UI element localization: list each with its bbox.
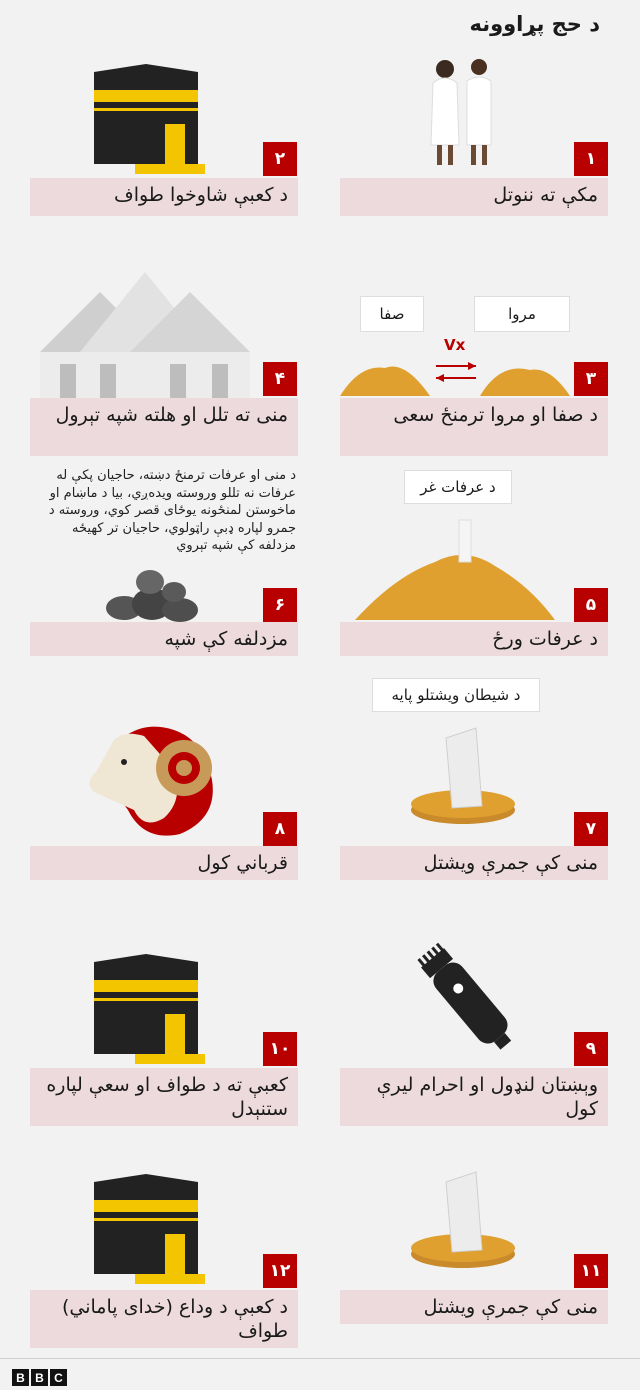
step-label-7: منی کې جمرې ویشتل [340,846,608,880]
pillar-icon [408,728,518,828]
step-number-8: ۸ [263,812,297,846]
step-label-3: د صفا او مروا ترمنځ سعی [340,398,608,456]
step-number-11: ۱۱ [574,1254,608,1288]
step-number-9: ۹ [574,1032,608,1066]
step-label-2: د کعبې شاوخوا طواف [30,178,298,216]
kaaba-icon [80,62,212,174]
step-label-5: د عرفات ورځ [340,622,608,656]
devil-pillar-callout: د شیطان ویشتلو پایه [372,678,540,712]
step-number-3: ۳ [574,362,608,396]
step-label-10: کعبې ته د طواف او سعې لپاره ستنېدل [30,1068,298,1126]
ram-icon [84,710,224,840]
bbc-logo-letter: B [31,1369,48,1386]
pilgrims-icon [425,55,505,170]
step-number-5: ۵ [574,588,608,622]
step-number-1: ۱ [574,142,608,176]
step-label-8: قرباني کول [30,846,298,880]
step-label-11: منی کې جمرې ویشتل [340,1290,608,1324]
page-title: د حج پړاوونه [469,12,600,36]
step-number-2: ۲ [263,142,297,176]
step-number-4: ۴ [263,362,297,396]
step-label-4: منی ته تلل او هلته شپه تېرول [30,398,298,456]
arafat-mount-callout: د عرفات غر [404,470,512,504]
pillar-icon [408,1172,518,1272]
step-number-10: ۱۰ [263,1032,297,1066]
bbc-logo-letter: C [50,1369,67,1386]
footer-divider [0,1358,640,1359]
tents-icon [40,272,250,398]
step-label-12: د کعبې د وداع (خدای پاماني) طواف [30,1290,298,1348]
bbc-logo-letter: B [12,1369,29,1386]
safa-callout: صفا [360,296,424,332]
step-label-9: وېښتان لنډول او احرام لیرې کول [340,1068,608,1126]
step-6-note: د منی او عرفات ترمنځ دښته، حاجیان پکې له عرفات نه تللو وروسته ویده‌ږي، بیا د ماښام او ماخوستن لمنځونه یوځای قصر کوي، وروسته د جمرو لپاره ډبې راټولوي، حاجیان تر کهیځه مزدلفه کې شپه تېروي [48,468,296,553]
step-number-12: ۱۲ [263,1254,297,1288]
bbc-logo [12,1369,67,1386]
kaaba-icon [80,1172,212,1284]
marwa-callout: مروا [474,296,570,332]
step-label-1: مکې ته ننوتل [340,178,608,216]
pebbles-icon [104,566,204,624]
kaaba-icon [80,952,212,1064]
hair-clipper-icon [412,952,522,1052]
step-number-7: ۷ [574,812,608,846]
hills-icon [340,352,570,400]
mount-arafat-icon [355,516,555,620]
step-label-6: مزدلفه کې شپه [30,622,298,656]
step-number-6: ۶ [263,588,297,622]
back-and-forth-mark: Vx [444,336,466,354]
